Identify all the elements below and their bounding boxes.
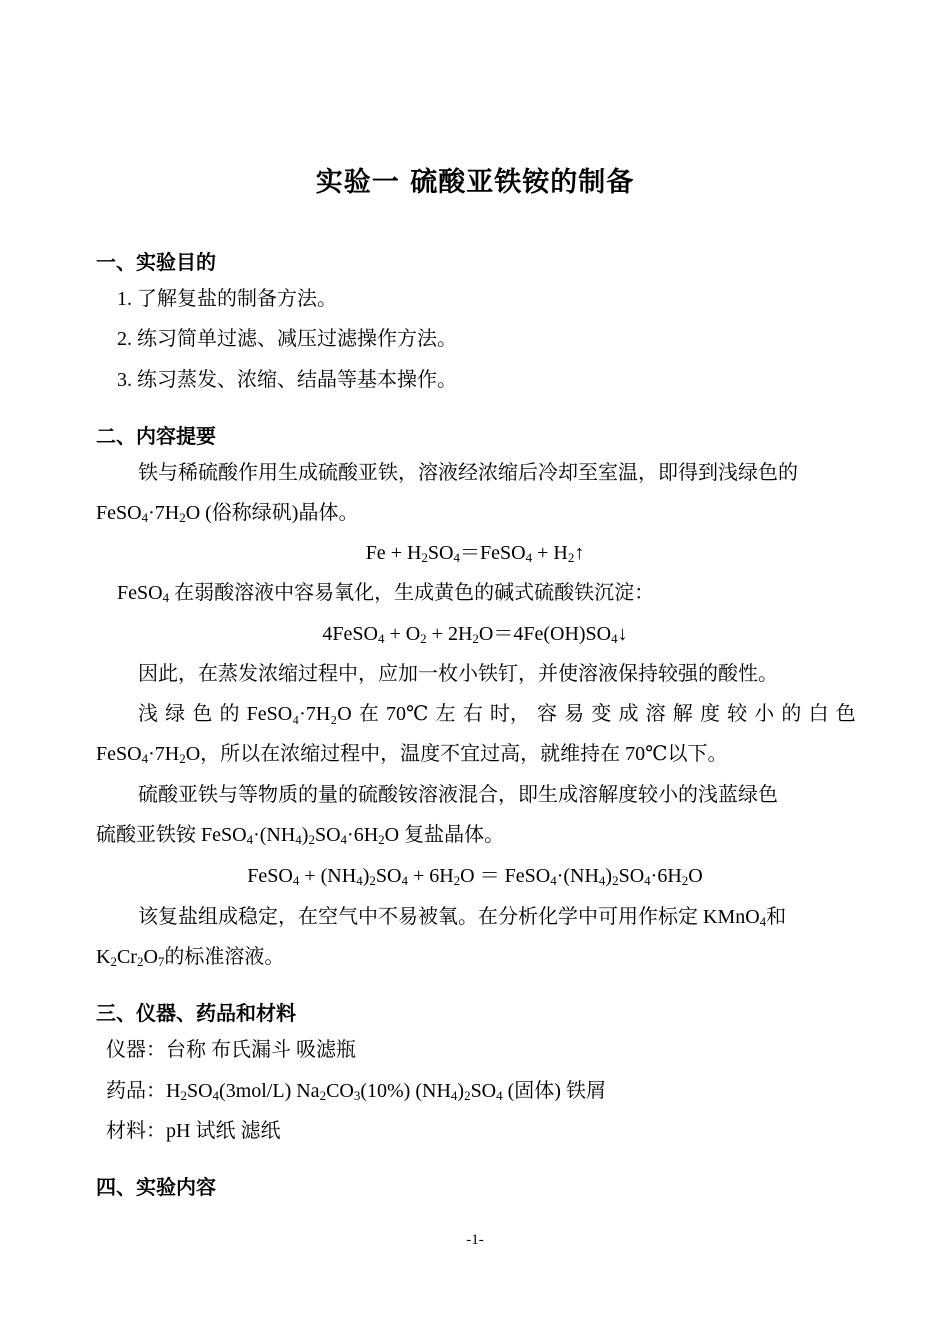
equation-3: FeSO$_4$ + $(NH_4)_2SO_4 + 6H_2O$ ＝ $FeSO_4\cdot(NH_4)_2SO_4\cdot 6H_2O$	[247, 865, 703, 888]
section-heading-materials: 三、仪器、药品和材料	[96, 1001, 296, 1025]
equation-1: $Fe + H_2SO_4=FeSO_4$ + $H_2↑$	[365, 542, 585, 565]
justified-word: 浅	[138, 703, 158, 725]
justified-word: 度	[699, 703, 720, 725]
summary-paragraph-6-cont: $K_2Cr_2O_7$的标准溶液。	[96, 946, 285, 969]
justified-word: 的	[219, 703, 240, 725]
section-heading-procedure: 四、实验内容	[96, 1175, 216, 1199]
justified-word: 成	[618, 703, 639, 725]
justified-word: 易	[564, 703, 585, 725]
justified-word: FeSO₄·7H₂O	[246, 703, 352, 725]
justified-word: 较	[727, 703, 748, 725]
purpose-item-2: 2. 练习简单过滤、减压过滤操作方法。	[117, 328, 457, 350]
drugs-line: 药品：$H_2SO_4(3mol/L)$ $Na_2CO_3(10\%)$ $(NH_4)_2SO_4$ (固体) 铁屑	[106, 1080, 606, 1103]
purpose-item-1: 1. 了解复盐的制备方法。	[117, 288, 337, 310]
materials-line: 材料：pH 试纸 滤纸	[106, 1120, 281, 1142]
justified-word: 左	[435, 703, 456, 725]
justified-word: 的	[781, 703, 802, 725]
justified-word: 右	[462, 703, 483, 725]
justified-word: 色	[192, 703, 213, 725]
justified-word: 解	[672, 703, 693, 725]
summary-paragraph-3: 因此，在蒸发浓缩过程中，应加一枚小铁钉，并使溶液保持较强的酸性。	[138, 663, 778, 685]
justified-word: 白	[808, 703, 829, 725]
summary-paragraph-4	[138, 700, 856, 728]
justified-word: 色	[835, 703, 856, 725]
justified-word: 小	[754, 703, 775, 725]
summary-paragraph-1-cont: $FeSO_4\cdot 7H_2O$ (俗称绿矾)晶体。	[96, 502, 359, 525]
summary-paragraph-4-cont: $FeSO_4\cdot 7H_2O$，所以在浓缩过程中，温度不宜过高，就维持在 70℃以下。	[96, 743, 728, 766]
summary-paragraph-5-cont: 硫酸亚铁铵 $FeSO_4\cdot(NH_4)_2SO_4\cdot 6H_2O$ 复盐晶体。	[96, 824, 505, 847]
purpose-item-3: 3. 练习蒸发、浓缩、结晶等基本操作。	[117, 369, 457, 391]
justified-word: 溶	[645, 703, 666, 725]
page-number: -1-	[466, 1232, 484, 1248]
justified-word: 绿	[165, 703, 186, 725]
instruments-line: 仪器：台称 布氏漏斗 吸滤瓶	[106, 1039, 356, 1061]
summary-paragraph-6: 该复盐组成稳定，在空气中不易被氧。在分析化学中可用作标定 KMnO$_4$和	[138, 906, 787, 929]
justified-word: 容	[537, 703, 557, 725]
justified-word: 70℃	[386, 703, 429, 725]
justified-word: 在	[358, 703, 379, 725]
justified-word: 时，	[489, 703, 530, 725]
summary-paragraph-5: 硫酸亚铁与等物质的量的硫酸铵溶液混合，即生成溶解度较小的浅蓝绿色	[138, 784, 778, 806]
summary-paragraph-2: FeSO$_4$ 在弱酸溶液中容易氧化，生成黄色的碱式硫酸铁沉淀：	[117, 582, 655, 605]
summary-paragraph-1: 铁与稀硫酸作用生成硫酸亚铁，溶液经浓缩后冷却至室温，即得到浅绿色的	[138, 462, 798, 484]
section-heading-purpose: 一、实验目的	[96, 250, 216, 274]
equation-2: 4FeSO$_4$ + $O_2$ + $2H_2O=4Fe(OH)SO_4↓$	[322, 623, 628, 646]
page-title: 实验一 硫酸亚铁铵的制备	[315, 167, 635, 198]
section-heading-summary: 二、内容提要	[96, 424, 216, 448]
justified-word: 变	[591, 703, 612, 725]
